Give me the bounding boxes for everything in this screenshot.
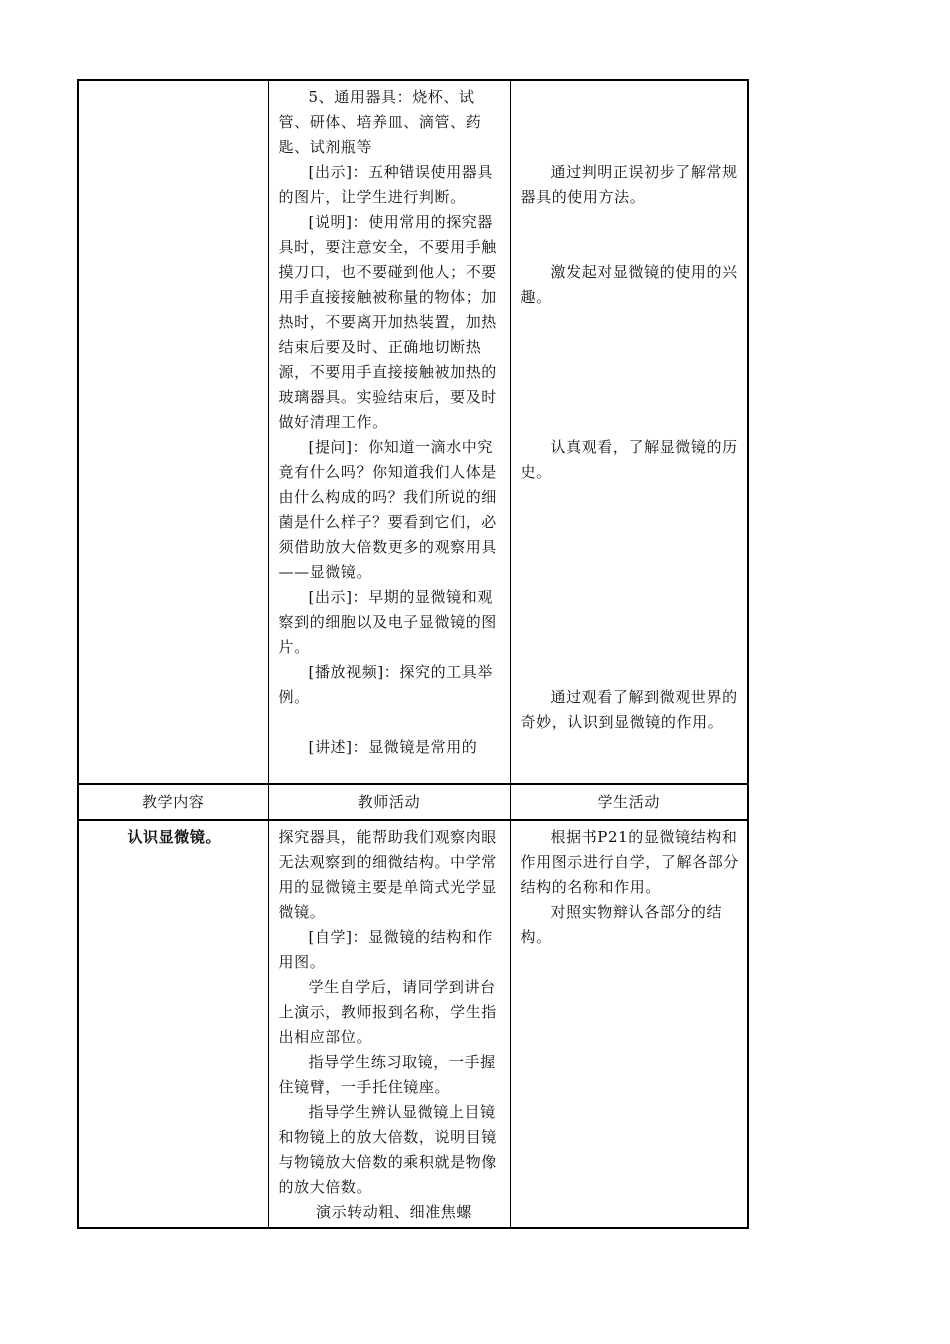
student-paragraph: 认真观看，了解显微镜的历史。: [520, 438, 738, 481]
topic-title: 认识显微镜。: [127, 828, 222, 846]
table-header-row: [78, 784, 748, 820]
teacher-paragraph: [说明]：使用常用的探究器具时，要注意安全，不要用手触摸刀口，也不要碰到他人；不要用手直接接触被称量的物体；加热时，不要离开加热装置，加热结束后要及时、正确地切断热源，不要用手直接接触被加热的玻璃器具。实验结束后，要及时做好清理工作。: [278, 213, 497, 431]
student-paragraph: 通过观看了解到微观世界的奇妙，认识到显微镜的作用。: [520, 688, 738, 731]
continued-topic-cell: [78, 80, 268, 784]
lesson-plan-table: [77, 79, 749, 1229]
header-teacher-activity: 教师活动: [268, 784, 510, 820]
student-paragraph: 激发起对显微镜的使用的兴趣。: [520, 263, 738, 306]
teacher-paragraph: [出示]：早期的显微镜和观察到的细胞以及电子显微镜的图片。: [278, 588, 497, 656]
teacher-paragraph: [讲述]：显微镜是常用的: [308, 738, 478, 756]
teacher-paragraph: [播放视频]：探究的工具举例。: [278, 663, 494, 706]
teacher-paragraph: 学生自学后，请同学到讲台上演示，教师报到名称，学生指出相应部位。: [278, 978, 497, 1046]
student-paragraph: 根据书P21的显微镜结构和作用图示进行自学，了解各部分结构的名称和作用。: [520, 828, 739, 896]
microscope-content-row: [78, 820, 748, 1228]
teacher-paragraph: 指导学生练习取镜，一手握住镜臂，一手托住镜座。: [278, 1053, 496, 1096]
header-teaching-content: 教学内容: [78, 784, 268, 820]
continued-student-cell: [510, 80, 748, 784]
teacher-paragraph: 演示转动粗、细准焦螺: [316, 1203, 473, 1221]
teacher-paragraph: [自学]：显微镜的结构和作用图。: [278, 928, 494, 971]
teacher-paragraph: [提问]：你知道一滴水中究竟有什么吗？你知道我们人体是由什么构成的吗？我们所说的细菌是什么样子？要看到它们，必须借助放大倍数更多的观察用具——显微镜。: [278, 438, 497, 581]
teacher-paragraph: 探究器具，能帮助我们观察肉眼无法观察到的细微结构。中学常用的显微镜主要是单筒式光学显微镜。: [278, 828, 497, 921]
teacher-paragraph: 5、通用器具：烧杯、试管、研体、培养皿、滴管、药匙、试剂瓶等: [278, 88, 482, 156]
teacher-paragraph: [出示]：五种错误使用器具的图片，让学生进行判断。: [278, 163, 494, 206]
header-student-activity: 学生活动: [510, 784, 748, 820]
student-activity-cell: [510, 820, 748, 1228]
continued-content-row: [78, 80, 748, 784]
student-paragraph: 对照实物辩认各部分的结构。: [520, 903, 723, 946]
topic-cell: [78, 820, 268, 1228]
teacher-paragraph: 指导学生辨认显微镜上目镜和物镜上的放大倍数，说明目镜与物镜放大倍数的乘积就是物像的放大倍数。: [278, 1103, 497, 1196]
teacher-activity-cell: [268, 820, 510, 1228]
student-paragraph: 通过判明正误初步了解常规器具的使用方法。: [520, 163, 738, 206]
continued-teacher-cell: [268, 80, 510, 784]
